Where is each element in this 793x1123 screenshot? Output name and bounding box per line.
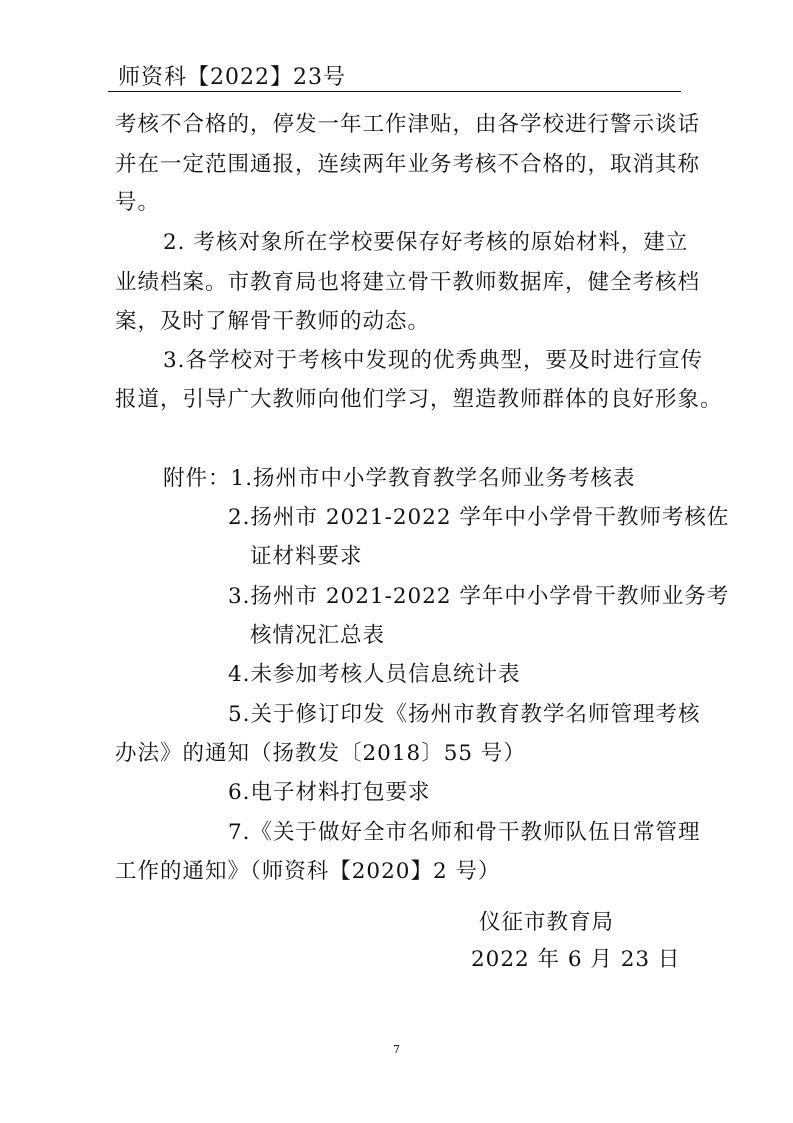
attachment-item: 2.扬州市 2021-2022 学年中小学骨干教师考核佐 — [228, 505, 730, 530]
attachments-label: 附件： — [163, 466, 231, 491]
body-line: 并在一定范围通报，连续两年业务考核不合格的，取消其称 — [115, 152, 701, 177]
body-line: 号。 — [115, 190, 161, 215]
attachment-item-continuation: 证材料要求 — [250, 544, 363, 569]
body-line: 考核不合格的，停发一年工作津贴，由各学校进行警示谈话 — [115, 112, 701, 137]
body-line: 报道，引导广大教师向他们学习，塑造教师群体的良好形象。 — [115, 387, 723, 412]
attachment-row — [163, 468, 636, 490]
attachment-item: 5.关于修订印发《扬州市教育教学名师管理考核 — [228, 702, 701, 727]
attachment-item: 1.扬州市中小学教育教学名师业务考核表 — [230, 466, 636, 491]
header-divider — [108, 91, 681, 92]
attachment-item: 3.扬州市 2021-2022 学年中小学骨干教师业务考 — [228, 584, 730, 609]
body-line: 业绩档案。市教育局也将建立骨干教师数据库，健全考核档 — [115, 270, 701, 295]
body-line: 案，及时了解骨干教师的动态。 — [115, 309, 431, 334]
issuing-organization: 仪征市教育局 — [479, 910, 615, 935]
page-number: 7 — [393, 1043, 400, 1056]
body-line: 3.各学校对于考核中发现的优秀典型，要及时进行宣传 — [163, 348, 704, 373]
attachment-item: 4.未参加考核人员信息统计表 — [228, 662, 521, 687]
attachment-item: 6.电子材料打包要求 — [228, 780, 431, 805]
issue-date: 2022 年 6 月 23 日 — [471, 947, 681, 972]
attachment-item-continuation: 工作的通知》（师资科【2020】2 号） — [115, 859, 501, 884]
attachment-item-continuation: 办法》的通知（扬教发〔2018〕55 号） — [115, 741, 526, 766]
document-number: 师资科【2022】23号 — [118, 65, 346, 90]
body-line: 2. 考核对象所在学校要保存好考核的原始材料，建立 — [163, 230, 689, 255]
attachment-item: 7.《关于做好全市名师和骨干教师队伍日常管理 — [228, 820, 701, 845]
attachment-item-continuation: 核情况汇总表 — [250, 623, 386, 648]
